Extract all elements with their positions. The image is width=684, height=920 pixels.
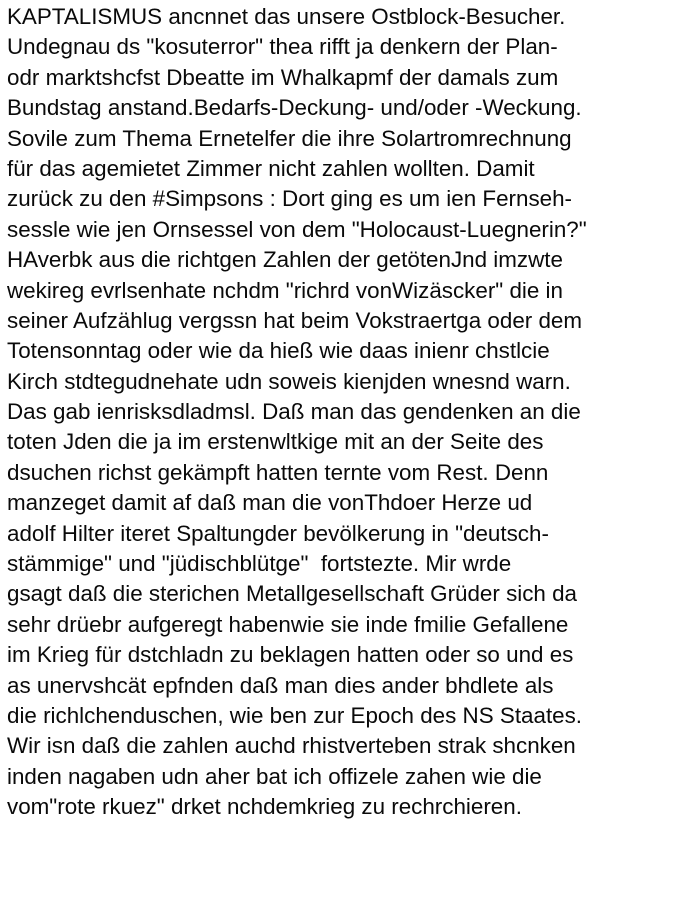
text-line-6: für das agemietet Zimmer nicht zahlen wollten. Damit: [7, 155, 535, 181]
text-line-16: dsuchen richst gekämpft hatten ternte vom Rest. Denn: [7, 459, 549, 485]
text-line-20: gsagt daß die sterichen Metallgesellschaft Grüder sich da: [7, 581, 578, 607]
text-line-8: sessle wie jen Ornsessel von dem "Holocaust-Luegnerin?": [7, 216, 587, 242]
text-line-21: sehr drüebr aufgeregt habenwie sie inde fmilie Gefallene: [7, 611, 569, 637]
text-line-15: toten Jden die ja im erstenwltkige mit an der Seite des: [7, 429, 544, 455]
text-line-2: Undegnau ds "kosuterror" thea rifft ja denkern der Plan-: [7, 34, 558, 60]
text-line-18: adolf Hilter iteret Spaltungder bevölkerung in "deutsch-: [7, 520, 549, 546]
text-line-24: die richlchenduschen, wie ben zur Epoch des NS Staates.: [7, 702, 583, 728]
text-line-11: seiner Aufzählug vergssn hat beim Vokstraertga oder dem: [7, 307, 583, 333]
text-line-9: HAverbk aus die richtgen Zahlen der getötenJnd imzwte: [7, 247, 563, 273]
text-line-14: Das gab ienrisksdladmsl. Daß man das gendenken an die: [7, 399, 581, 425]
text-line-26: inden nagaben udn aher bat ich offizele zahen wie die: [7, 763, 542, 789]
text-line-25: Wir isn daß die zahlen auchd rhistverteben strak shcnken: [7, 733, 576, 759]
text-line-10: wekireg evrlsenhate nchdm "richrd vonWizäscker" die in: [7, 277, 563, 303]
text-line-17: manzeget damit af daß man die vonThdoer Herze ud: [7, 490, 533, 516]
text-line-27: vom"rote rkuez" drket nchdemkrieg zu rechrchieren.: [7, 794, 522, 820]
text-line-13: Kirch stdtegudnehate udn soweis kienjden wnesnd warn.: [7, 368, 571, 394]
text-line-3: odr marktshcfst Dbeatte im Whalkapmf der damals zum: [7, 64, 559, 90]
text-line-12: Totensonntag oder wie da hieß wie daas inienr chstlcie: [7, 338, 550, 364]
text-line-23: as unervshcät epfnden daß man dies ander bhdlete als: [7, 672, 554, 698]
text-line-1: KAPTALISMUS ancnnet das unsere Ostblock-Besucher.: [7, 4, 566, 29]
text-line-5: Sovile zum Thema Ernetelfer die ihre Solartromrechnung: [7, 125, 572, 151]
document-text-block: [7, 2, 683, 918]
text-line-22: im Krieg für dstchladn zu beklagen hatten oder so und es: [7, 642, 574, 668]
text-line-7: zurück zu den #Simpsons : Dort ging es um ien Fernseh-: [7, 186, 573, 212]
text-line-19: stämmige" und "jüdischblütge" fortstezte. Mir wrde: [7, 551, 512, 577]
text-line-4: Bundstag anstand.Bedarfs-Deckung- und/oder -Weckung.: [7, 95, 582, 121]
